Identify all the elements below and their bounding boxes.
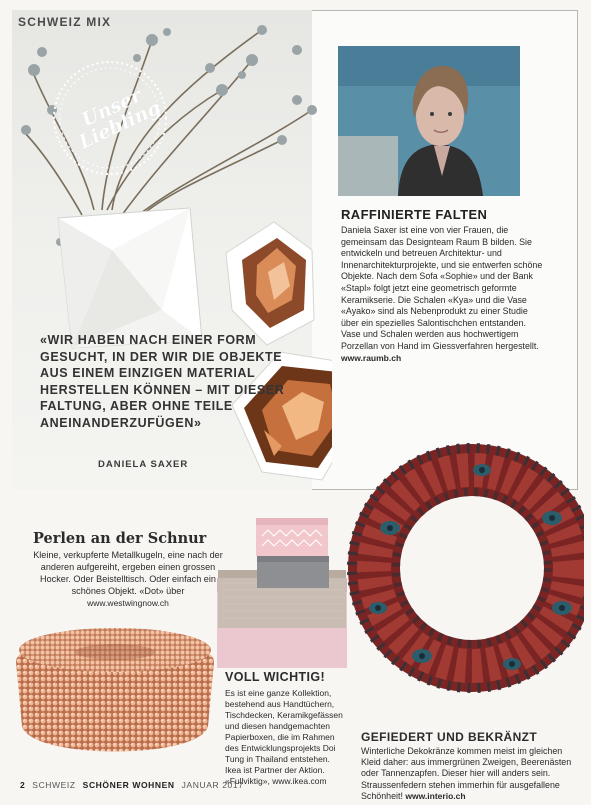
voll-heading: VOLL WICHTIG! xyxy=(225,670,326,684)
footer-issue: JANUAR 2017 xyxy=(181,780,244,790)
voll-body: Es ist eine ganze Kollektion, bestehend aus Handtüchern, Tischdecken, Keramikgefässen und diesen handgemachten Papierboxen, die im Rahmen des Entwicklungsprojekts Doi Tung in Thailand entstehen. Ikea ist Partner der Aktion. «Fullviktig», www.ikea.com xyxy=(225,688,343,786)
badge-label: Unser Liebling xyxy=(75,84,165,154)
pearls-text: Kleine, verkupferte Metallkugeln, eine nach der anderen aufgereiht, ergeben einen grossen Hocker. Oder Beistelltisch. Oder einfach ein schönes Objekt. «Dot» über xyxy=(33,550,223,596)
footer-country: SCHWEIZ xyxy=(32,780,76,790)
vase-ayako xyxy=(58,208,202,348)
gefiedert-text: Winterliche Dekokränze kommen meist im gleichen Kleid daher: aus immergrünen Zweigen, Beerenästen oder Tannenzapfen. Dieser hier will anders sein. Straussenfedern stehen immerhin für ausgefallene Schönheit! xyxy=(361,746,572,801)
dot-stool-photo xyxy=(10,610,220,775)
gefiedert-heading: GEFIEDERT UND BEKRÄNZT xyxy=(361,730,538,744)
footer-magazine: SCHÖNER WOHNEN xyxy=(82,780,175,790)
wreath-feathers xyxy=(352,448,584,688)
article-link[interactable]: www.raumb.ch xyxy=(341,352,402,363)
article-body xyxy=(341,225,546,364)
article-text: Daniela Saxer ist eine von vier Frauen, die gemeinsam das Designteam Raum B bilden. Sie entwickeln und betreuen Architektur- und Innenarchitekturprojekte, und sie entwerfen schöne Objekte. Nach dem Sofa «Sophie» und der Bank «Stapl» folgt jetzt eine geometrisch geformte Keramikserie. Die Schalen «Kya» und die Vase «Ayako» sind als Nebenprodukt zu einer Studie über ein spezielles Salontischchen entstanden. Vase und Schalen werden aus hochwertigem Porzellan von Hand im Giessverfahren hergestellt. xyxy=(341,225,543,351)
quote-author: DANIELA SAXER xyxy=(98,459,189,470)
gefiedert-link[interactable]: www.interio.ch xyxy=(405,790,466,801)
article-heading: RAFFINIERTE FALTEN xyxy=(341,207,488,222)
pearls-link[interactable]: www.westwingnow.ch xyxy=(87,598,169,608)
section-label: SCHWEIZ MIX xyxy=(18,15,112,29)
designer-portrait xyxy=(338,46,520,196)
gefiedert-body xyxy=(361,746,581,802)
pull-quote: «WIR HABEN NACH EINER FORM GESUCHT, IN DER WIR DIE OBJEKTE AUS EINEM EINZIGEN MATERIAL HERSTELLEN KÖNNEN – MIT DIESER FALTUNG, ABER OHNE TEILE ANEINANDERZUFÜGEN» xyxy=(40,333,285,430)
feather-wreath-photo xyxy=(322,408,584,730)
page-footer xyxy=(20,780,244,790)
page-number: 2 xyxy=(20,780,26,790)
pearls-heading: Perlen an der Schnur xyxy=(33,530,207,547)
bowl-kya-small xyxy=(226,222,314,345)
pearls-body xyxy=(33,549,223,609)
